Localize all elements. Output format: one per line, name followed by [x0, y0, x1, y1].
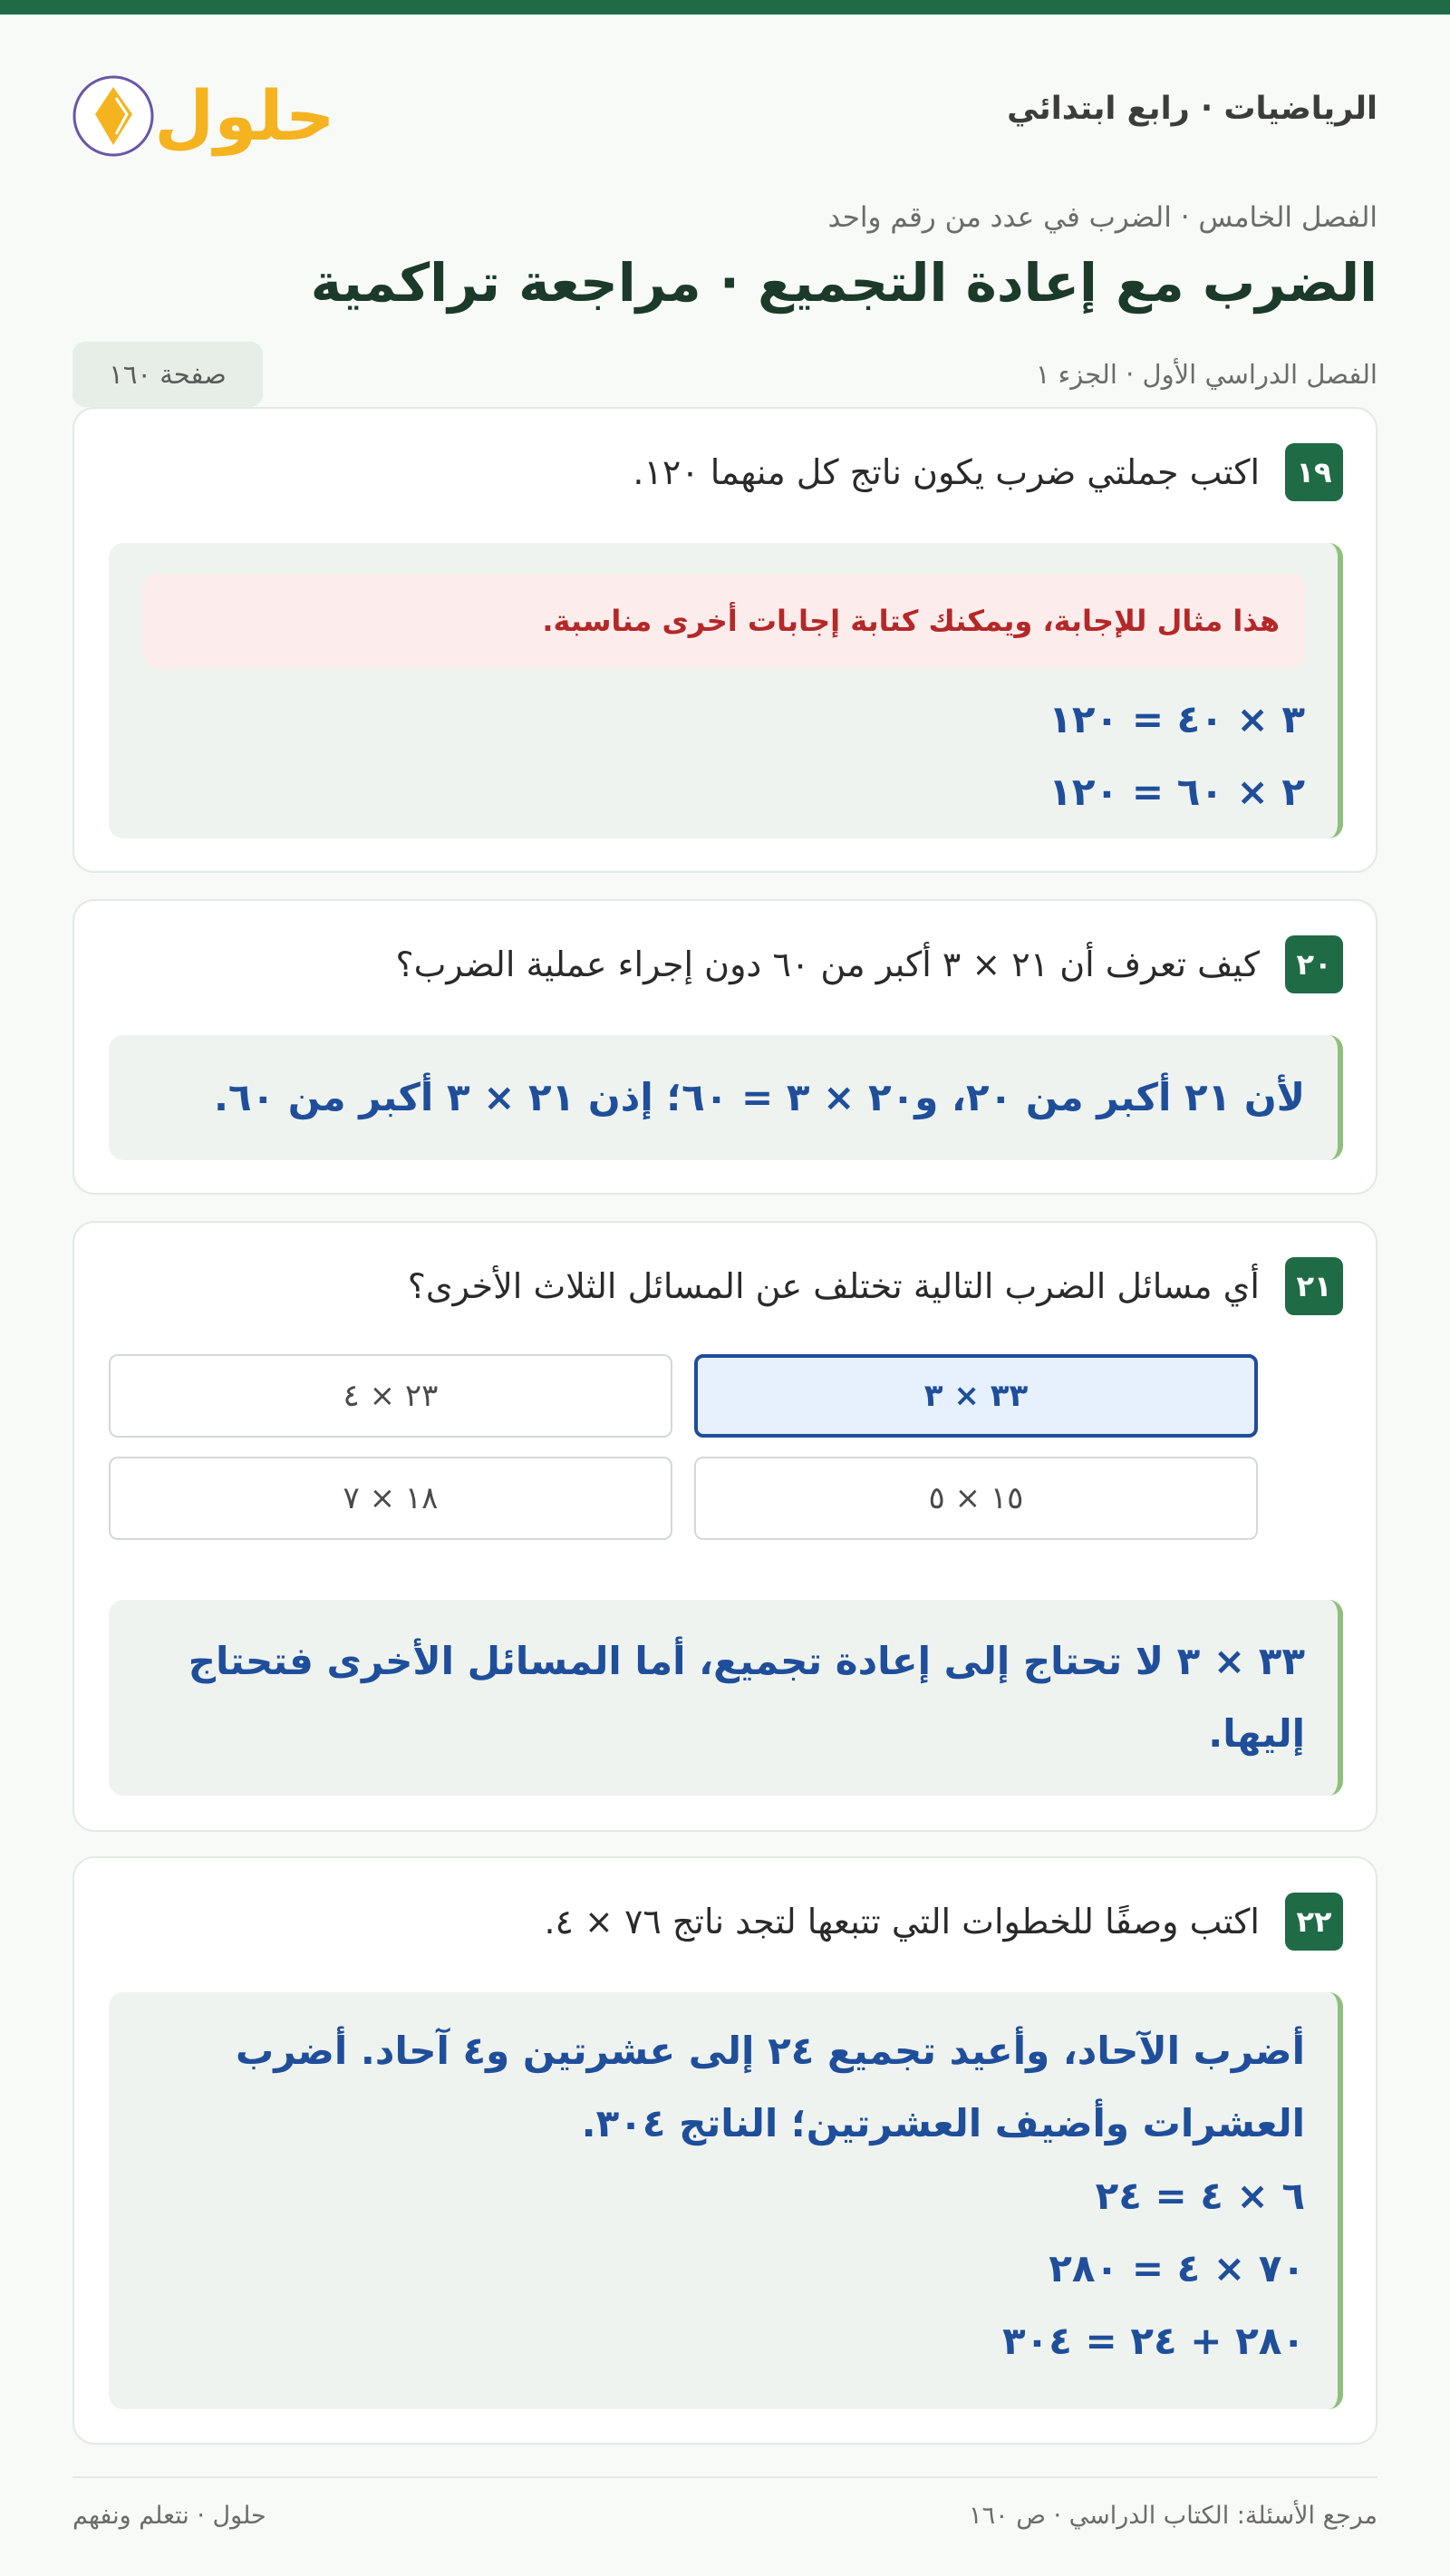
answer-box: [109, 543, 1343, 838]
term-label: الفصل الدراسي الأول · الجزء ١: [1035, 359, 1378, 390]
answer-box: [109, 1600, 1343, 1796]
question-number: ٢٠: [1285, 935, 1343, 993]
question-text: أي مسائل الضرب التالية تختلف عن المسائل الثلاث الأخرى؟: [407, 1266, 1260, 1306]
question-card-21: [72, 1221, 1378, 1832]
answer-lines: [141, 683, 1305, 828]
footer-divider: [72, 2476, 1378, 2478]
answer-line: أضرب الآحاد، وأعيد تجميع ٢٤ إلى عشرتين و٤ آحاد. أضرب: [236, 2029, 1305, 2073]
answer-line: ٣ × ٤٠ = ١٢٠: [1049, 697, 1305, 741]
page-number-badge: صفحة ١٦٠: [72, 342, 263, 407]
answer-lines: [141, 1061, 1305, 1134]
answer-lines: [141, 1625, 1305, 1770]
page-title: الضرب مع إعادة التجميع · مراجعة تراكمية: [310, 252, 1378, 314]
top-accent-bar: [0, 0, 1450, 15]
question-text: اكتب جملتي ضرب يكون ناتج كل منهما ١٢٠.: [633, 452, 1260, 492]
option-33x3[interactable]: ٣٣ × ٣: [694, 1354, 1258, 1438]
question-text: اكتب وصفًا للخطوات التي تتبعها لتجد ناتج ٧٦ × ٤.: [544, 1902, 1260, 1942]
option-18x7[interactable]: ١٨ × ٧: [109, 1457, 672, 1540]
question-card-20: [72, 899, 1378, 1195]
subject-label: الرياضيات · رابع ابتدائي: [1007, 91, 1378, 127]
question-header: [633, 443, 1343, 501]
answer-line: ٢٨٠ + ٢٤ = ٣٠٤: [1002, 2319, 1305, 2363]
question-header: [544, 1893, 1343, 1951]
question-card-22: [72, 1856, 1378, 2445]
question-header: [395, 935, 1343, 993]
chapter-label: الفصل الخامس · الضرب في عدد من رقم واحد: [827, 201, 1378, 234]
option-15x5[interactable]: ١٥ × ٥: [694, 1457, 1258, 1540]
page-header: [72, 54, 1378, 168]
question-card-19: [72, 407, 1378, 873]
question-text: كيف تعرف أن ٢١ × ٣ أكبر من ٦٠ دون إجراء عملية الضرب؟: [395, 944, 1260, 984]
answer-line: لأن ٢١ أكبر من ٢٠، و٢٠ × ٣ = ٦٠؛ إذن ٢١ × ٣ أكبر من ٦٠.: [213, 1075, 1305, 1119]
question-header: [408, 1257, 1343, 1315]
footer-brand: حلول · نتعلم ونفهم: [72, 2502, 266, 2530]
answer-lines: [141, 2015, 1305, 2377]
question-number: ١٩: [1285, 443, 1343, 501]
answer-line: العشرات وأضيف العشرتين؛ الناتج ٣٠٤.: [581, 2101, 1305, 2145]
answer-line: ٧٠ × ٤ = ٢٨٠: [1049, 2246, 1305, 2290]
answer-line: إليها.: [1208, 1711, 1305, 1756]
answer-line: ٣٣ × ٣ لا تحتاج إلى إعادة تجميع، أما المسائل الأخرى فتحتاج: [188, 1639, 1305, 1683]
hulul-logo[interactable]: [72, 62, 335, 163]
logo-text: حلول: [154, 75, 335, 156]
option-23x4[interactable]: ٢٣ × ٤: [109, 1354, 672, 1438]
question-number: ٢١: [1285, 1257, 1343, 1315]
answer-box: [109, 1992, 1343, 2409]
answer-line: ٦ × ٤ = ٢٤: [1095, 2174, 1305, 2218]
answer-line: ٢ × ٦٠ = ١٢٠: [1049, 770, 1305, 814]
answer-box: [109, 1035, 1343, 1160]
footer-reference: مرجع الأسئلة: الكتاب الدراسي · ص ١٦٠: [969, 2502, 1378, 2530]
question-number: ٢٢: [1285, 1893, 1343, 1951]
answer-note: هذا مثال للإجابة، ويمكنك كتابة إجابات أخرى مناسبة.: [143, 574, 1305, 668]
